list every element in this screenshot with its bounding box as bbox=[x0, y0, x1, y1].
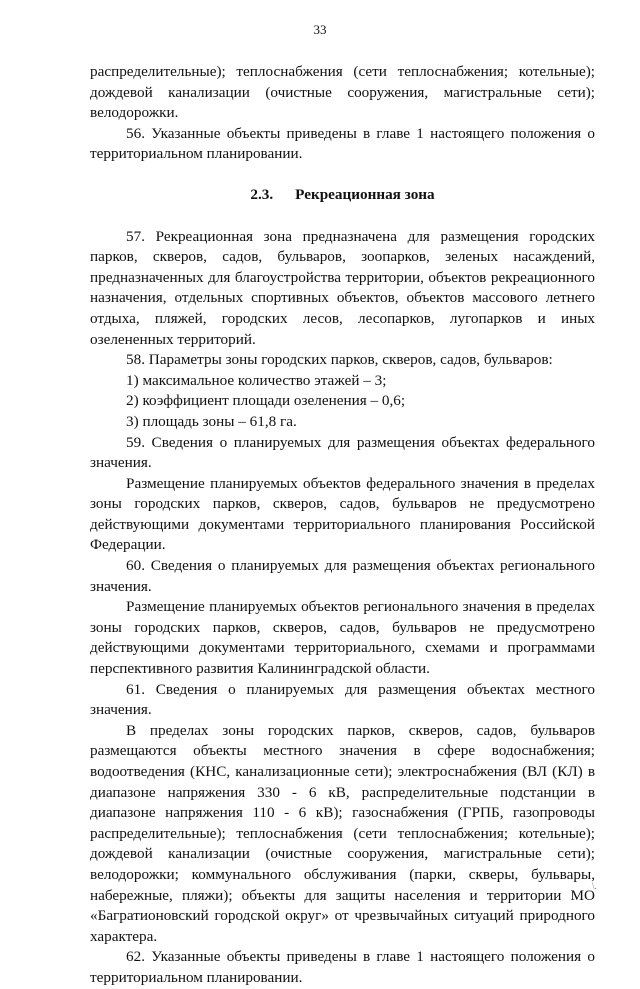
corner-mark: \. bbox=[592, 881, 597, 891]
paragraph-61: 61. Сведения о планируемых для размещения объектах местного значения. bbox=[90, 680, 595, 719]
list-item: 3) площадь зоны – 61,8 га. bbox=[126, 412, 297, 430]
paragraph-federal: Размещение планируемых объектов федерального значения в пределах зоны городских парков, скверов, садов, бульваров не предусмотрено действующими документами территориального планирования Российской Федерации. bbox=[90, 474, 595, 554]
paragraph-56: 56. Указанные объекты приведены в главе 1 настоящего положения о территориальном планировании. bbox=[90, 124, 595, 163]
list-item: 2) коэффициент площади озеленения – 0,6; bbox=[126, 392, 406, 410]
paragraph-57: 57. Рекреационная зона предназначена для размещения городских парков, скверов, садов, бульваров, зоопарков, зеленых насаждений, предназначенных для благоустройства территории, объектов рекреационного назначения, отдельных спортивных объектов, объектов массового летнего отдыха, пляжей, городских лесов, лесопарков, лугопарков и иных озелененных территорий. bbox=[90, 227, 595, 348]
paragraph-regional: Размещение планируемых объектов регионального значения в пределах зоны городских парков, скверов, садов, бульваров не предусмотрено действующими документами территориального, схемами и программами перспективного развития Калининградской области. bbox=[90, 598, 595, 678]
paragraph-62: 62. Указанные объекты приведены в главе 1 настоящего положения о территориальном планировании. bbox=[90, 948, 595, 986]
paragraph-local: В пределах зоны городских парков, скверов, садов, бульваров размещаются объекты местного значения в сфере водоснабжения; водоотведения (КНС, канализационные сети); электроснабжения (ВЛ (КЛ) в диапазоне напряжения 330 - 6 кВ, распределительные подстанции в диапазоне напряжения 110 - 6 кВ); газоснабжения (ГРПБ, газопроводы распределительные); теплоснабжения (сети теплоснабжения; котельные); дождевой канализации (очистные сооружения, магистральные сети); велодорожки; коммунального обслуживания (парки, скверы, бульвары, набережные, пляжи); объекты для защиты населения и территории МО «Багратионовский городской округ» от чрезвычайных ситуаций природного характера. bbox=[90, 721, 595, 945]
document-body bbox=[90, 62, 595, 989]
paragraph-58: 58. Параметры зоны городских парков, скверов, садов, бульваров: bbox=[126, 351, 553, 369]
section-number: 2.3. bbox=[250, 185, 274, 203]
paragraph-60: 60. Сведения о планируемых для размещения объектах регионального значения. bbox=[90, 557, 595, 595]
list-item: 1) максимальное количество этажей – 3; bbox=[126, 371, 387, 389]
section-heading bbox=[90, 185, 595, 206]
paragraph-59: 59. Сведения о планируемых для размещения объектах федерального значения. bbox=[90, 433, 595, 472]
paragraph-continuation: распределительные); теплоснабжения (сети теплоснабжения; котельные); дождевой канализации (очистные сооружения, магистральные сети); велодорожки. bbox=[90, 63, 595, 122]
page-number: 33 bbox=[313, 22, 327, 37]
section-title: Рекреационная зона bbox=[295, 185, 435, 203]
